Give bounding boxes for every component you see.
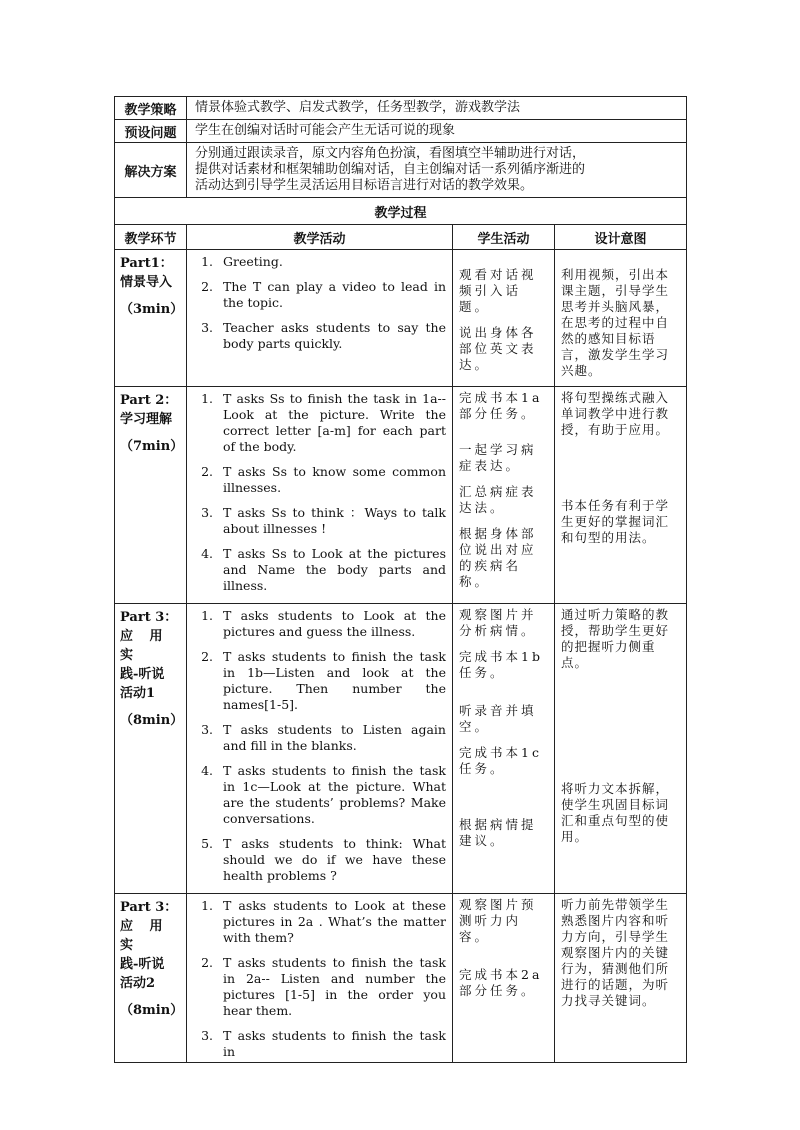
student-item: 听录音并填空。 xyxy=(459,703,537,734)
intent-item: 将听力文本拆解，使学生巩固目标词汇和重点句型的使用。 xyxy=(561,781,670,844)
part-student xyxy=(453,604,555,894)
part-stage xyxy=(115,604,187,894)
intent-item: 利用视频，引出本课主题，引导学生思考并头脑风暴，在思考的过程中自然的感知目标语言，激发学生学习兴趣。 xyxy=(561,267,670,378)
student-item: 观看对话视频引入话题。 xyxy=(459,267,537,314)
part-stage xyxy=(115,387,187,604)
problem-row xyxy=(115,120,687,143)
part-intent xyxy=(555,250,687,387)
activity-item: 1. Greeting. xyxy=(217,254,446,270)
student-item: 根据身体部位说出对应的疾病名称。 xyxy=(459,526,537,589)
part-title: 活动2 xyxy=(120,976,156,991)
part-row xyxy=(115,894,687,1063)
student-item: 完成书本1c任务。 xyxy=(459,745,542,776)
part-title: Part 3： xyxy=(120,900,178,915)
header-stage: 教学环节 xyxy=(115,225,187,250)
part-title: 践-听说 xyxy=(120,667,165,682)
student-item: 说出身体各部位英文表达。 xyxy=(459,325,537,372)
strategy-text: 情景体验式教学、启发式教学，任务型教学，游戏教学法 xyxy=(187,97,687,120)
part-time: （7min） xyxy=(120,439,184,454)
activity-item: 2. T asks students to finish the task in 1b—Listen and look at the picture. Then number the names[1-5]. xyxy=(217,649,446,713)
solution-row xyxy=(115,143,687,198)
part-activities xyxy=(187,894,453,1063)
activity-item: 4. T asks Ss to Look at the pictures and Name the body parts and illness. xyxy=(217,546,446,594)
part-title: 活动1 xyxy=(120,686,156,701)
part-time: （8min） xyxy=(120,713,184,728)
part-title: 学习理解 xyxy=(120,412,173,427)
intent-item: 书本任务有利于学生更好的掌握词汇和句型的用法。 xyxy=(561,498,670,545)
process-title-row xyxy=(115,198,687,225)
student-item: 完成书本2a部分任务。 xyxy=(459,967,543,998)
part-row xyxy=(115,250,687,387)
activity-item: 2. The T can play a video to lead in the topic. xyxy=(217,279,446,311)
header-intent: 设计意图 xyxy=(555,225,687,250)
activity-item: 3. T asks Ss to think ：Ways to talk about illnesses ! xyxy=(217,505,446,537)
student-item: 观察图片预测听力内容。 xyxy=(459,897,537,944)
process-title: 教学过程 xyxy=(115,198,687,225)
solution-text xyxy=(187,143,687,198)
part-student xyxy=(453,894,555,1063)
solution-line: 活动达到引导学生灵活运用目标语言进行对话的教学效果。 xyxy=(195,178,534,193)
solution-label: 解决方案 xyxy=(115,143,187,198)
activity-item: 1. T asks students to Look at the pictures and guess the illness. xyxy=(217,608,446,640)
part-title: 应 用 实 xyxy=(120,629,169,663)
activity-item: 1. T asks students to Look at these pictures in 2a . What’s the matter with them? xyxy=(217,898,446,946)
intent-item: 将句型操练式融入单词教学中进行教授，有助于应用。 xyxy=(561,390,670,437)
part-title: 情景导入 xyxy=(120,275,173,290)
header-student: 学生活动 xyxy=(453,225,555,250)
student-item: 完成书本1b任务。 xyxy=(459,649,543,680)
activity-item: 3. T asks students to Listen again and fill in the blanks. xyxy=(217,722,446,754)
intent-item: 通过听力策略的教授，帮助学生更好的把握听力侧重点。 xyxy=(561,607,670,670)
part-student xyxy=(453,387,555,604)
part-activities xyxy=(187,250,453,387)
part-row xyxy=(115,387,687,604)
header-activity: 教学活动 xyxy=(187,225,453,250)
part-intent xyxy=(555,387,687,604)
solution-line: 提供对话素材和框架辅助创编对话，自主创编对话一系列循序渐进的 xyxy=(195,162,586,177)
solution-line: 分别通过跟读录音，原文内容角色扮演，看图填空半辅助进行对话， xyxy=(195,146,586,161)
activity-item: 3. Teacher asks students to say the body parts quickly. xyxy=(217,320,446,352)
strategy-row xyxy=(115,97,687,120)
student-item: 观察图片并分析病情。 xyxy=(459,607,537,638)
part-intent xyxy=(555,604,687,894)
part-title: Part1： xyxy=(120,256,173,271)
student-item: 根据病情提建议。 xyxy=(459,817,537,848)
part-title: 践-听说 xyxy=(120,957,165,972)
part-student xyxy=(453,250,555,387)
activity-item: 1. T asks Ss to finish the task in 1a--Look at the picture. Write the correct letter [a-m] for each part of the body. xyxy=(217,391,446,455)
student-item: 一起学习病症表达。 xyxy=(459,442,537,473)
part-activities xyxy=(187,604,453,894)
part-stage xyxy=(115,250,187,387)
part-time: （8min） xyxy=(120,1003,184,1018)
activity-item: 5. T asks students to think: What should we do if we have these health problems ? xyxy=(217,836,446,884)
part-time: （3min） xyxy=(120,302,184,317)
part-activities xyxy=(187,387,453,604)
student-item: 汇总病症表达法。 xyxy=(459,484,537,515)
part-row xyxy=(115,604,687,894)
problem-text: 学生在创编对话时可能会产生无话可说的现象 xyxy=(187,120,687,143)
column-header-row xyxy=(115,225,687,250)
activity-item: 2. T asks students to finish the task in 2a-- Listen and number the pictures [1-5] in the order you hear them. xyxy=(217,955,446,1019)
activity-item: 3. T asks students to finish the task in xyxy=(217,1028,446,1060)
part-intent xyxy=(555,894,687,1063)
part-stage xyxy=(115,894,187,1063)
problem-label: 预设问题 xyxy=(115,120,187,143)
strategy-label: 教学策略 xyxy=(115,97,187,120)
activity-item: 2. T asks Ss to know some common illnesses. xyxy=(217,464,446,496)
activity-item: 4. T asks students to finish the task in 1c—Look at the picture. What are the students’ problems? Make conversations. xyxy=(217,763,446,827)
part-title: Part 2： xyxy=(120,393,178,408)
lesson-plan-table xyxy=(114,96,687,1063)
intent-item: 听力前先带领学生熟悉图片内容和听力方向，引导学生观察图片内的关键行为，猜测他们所进行的话题，为听力找寻关键词。 xyxy=(561,897,670,1008)
part-title: 应 用 实 xyxy=(120,919,169,953)
part-title: Part 3： xyxy=(120,610,178,625)
student-item: 完成书本1a部分任务。 xyxy=(459,390,543,421)
